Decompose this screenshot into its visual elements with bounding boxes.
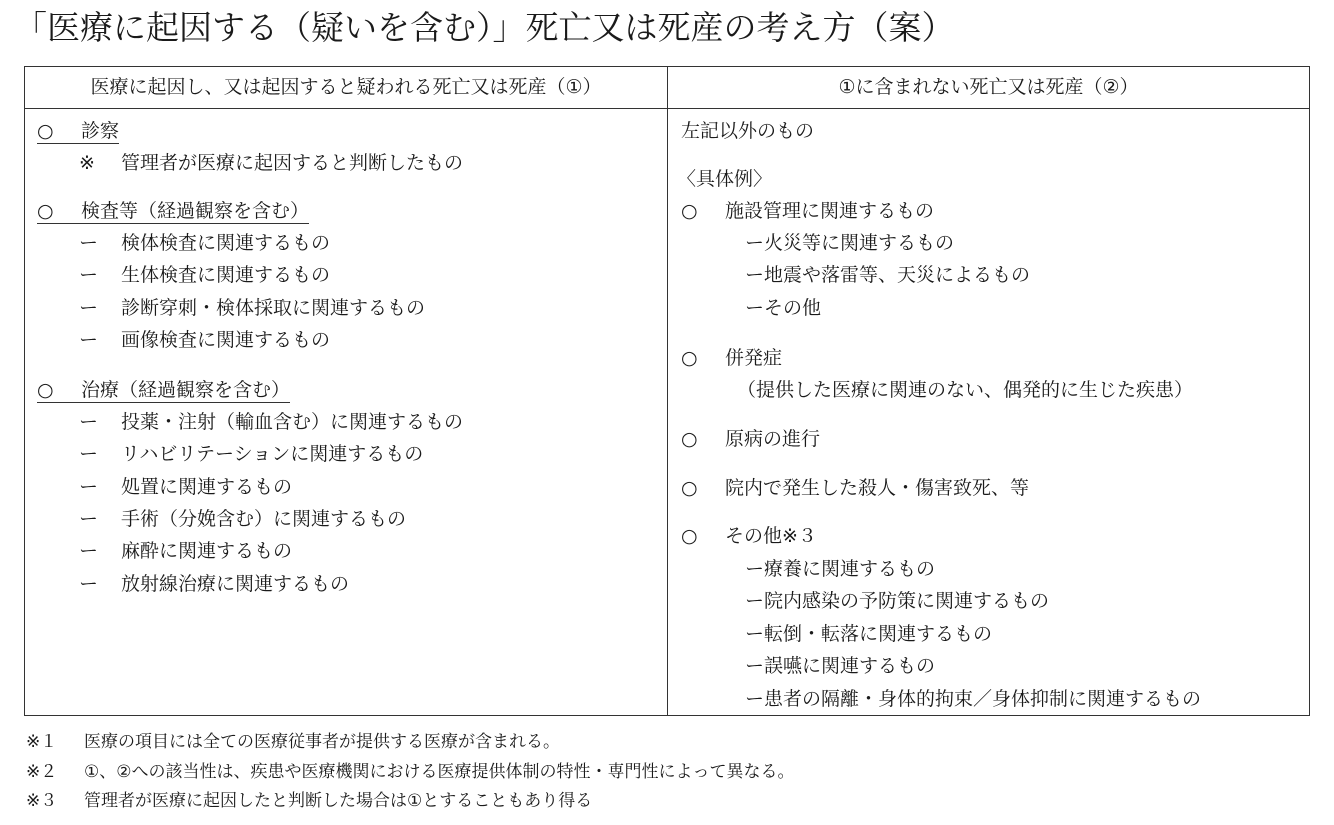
list-item: ー地震や落雷等、天災によるもの: [745, 264, 1031, 286]
section-heading-text: 施設管理に関連するもの: [725, 200, 935, 222]
list-item: [79, 230, 330, 256]
dash-marker: ー: [79, 329, 99, 351]
left-column-header: 医療に起因し、又は起因すると疑われる死亡又は死産（①）: [90, 76, 602, 98]
list-item: [79, 571, 349, 597]
list-item: [79, 295, 425, 321]
examples-label: 〈具体例〉: [677, 168, 773, 190]
footnote: [26, 729, 560, 755]
list-item-text: 処置に関連するもの: [121, 476, 293, 498]
section-heading-tests: [37, 198, 309, 224]
footnote-mark: ※１: [26, 732, 58, 752]
note-marker: ※: [79, 152, 95, 174]
list-item-text: 手術（分娩含む）に関連するもの: [121, 508, 407, 530]
column-divider: [667, 67, 668, 715]
circle-marker: ○: [681, 428, 698, 450]
classification-table: [24, 66, 1310, 716]
dash-marker: ー: [79, 573, 99, 595]
list-item: [79, 441, 423, 467]
list-item: ー転倒・転落に関連するもの: [745, 623, 993, 645]
circle-marker: ○: [681, 525, 698, 547]
list-item: [79, 262, 330, 288]
footnote-mark: ※３: [26, 791, 58, 811]
footnote-text: ①、②への該当性は、疾患や医療機関における医療提供体制の特性・専門性によって異なる。: [84, 762, 795, 782]
dash-marker: ー: [79, 297, 99, 319]
footnote-mark: ※２: [26, 762, 58, 782]
list-item: [79, 474, 292, 500]
circle-marker: ○: [681, 347, 698, 369]
list-item-text: 画像検査に関連するもの: [121, 329, 331, 351]
right-column-header: ①に含まれない死亡又は死産（②）: [838, 76, 1139, 98]
list-item-text: リハビリテーションに関連するもの: [121, 443, 424, 465]
complication-note: （提供した医療に関連のない、偶発的に生じた疾患）: [737, 379, 1194, 401]
section-heading-text: その他※３: [725, 525, 817, 547]
dash-marker: ー: [79, 264, 99, 286]
right-intro: 左記以外のもの: [681, 120, 815, 142]
list-item: [79, 409, 463, 435]
section-heading-complication: [681, 345, 782, 371]
section-heading-facility: [681, 198, 934, 224]
header-divider: [25, 108, 1309, 109]
section-heading-treatment: [37, 377, 290, 403]
dash-marker: ー: [79, 232, 99, 254]
footnote-text: 管理者が医療に起因したと判断した場合は①とすることもあり得る: [84, 791, 593, 811]
list-item-text: 放射線治療に関連するもの: [121, 573, 350, 595]
list-item-text: 診断穿刺・検体採取に関連するもの: [121, 297, 426, 319]
list-item: ー院内感染の予防策に関連するもの: [745, 590, 1050, 612]
list-item: [79, 538, 292, 564]
list-item: ー火災等に関連するもの: [745, 232, 955, 254]
section-heading-other: [681, 523, 817, 549]
section-heading-underline: [37, 379, 290, 403]
list-item: ー誤嚥に関連するもの: [745, 655, 936, 677]
dash-marker: ー: [79, 476, 99, 498]
section-heading-disease-progression: [681, 426, 820, 452]
section-heading-text: 検査等（経過観察を含む）: [81, 200, 310, 222]
list-item-text: 生体検査に関連するもの: [121, 264, 331, 286]
circle-marker: ○: [37, 120, 54, 142]
footnote: [26, 788, 592, 814]
list-item-text: 検体検査に関連するもの: [121, 232, 331, 254]
section-heading-text: 院内で発生した殺人・傷害致死、等: [725, 477, 1030, 499]
section-heading-underline: [37, 120, 119, 144]
list-item: ー患者の隔離・身体的拘束／身体抑制に関連するもの: [745, 688, 1202, 710]
dash-marker: ー: [79, 540, 99, 562]
list-item: [79, 506, 406, 532]
circle-marker: ○: [37, 379, 54, 401]
section-heading-text: 治療（経過観察を含む）: [81, 379, 291, 401]
list-item-text: 投薬・注射（輸血含む）に関連するもの: [121, 411, 464, 433]
circle-marker: ○: [681, 477, 698, 499]
list-item: [79, 327, 330, 353]
footnote: [26, 759, 794, 785]
list-item: ー療養に関連するもの: [745, 558, 936, 580]
dash-marker: ー: [79, 443, 99, 465]
section-heading-underline: [37, 200, 309, 224]
footnote-text: 医療の項目には全ての医療従事者が提供する医療が含まれる。: [84, 732, 560, 752]
section-heading-text: 診察: [81, 120, 120, 142]
examination-note: [79, 150, 463, 176]
note-text: 管理者が医療に起因すると判断したもの: [121, 152, 464, 174]
section-heading-text: 原病の進行: [725, 428, 821, 450]
dash-marker: ー: [79, 411, 99, 433]
list-item-text: 麻酔に関連するもの: [121, 540, 293, 562]
section-heading-in-hospital-crime: [681, 475, 1029, 501]
section-heading-text: 併発症: [725, 347, 783, 369]
list-item: ーその他: [745, 297, 822, 319]
dash-marker: ー: [79, 508, 99, 530]
page-title: 「医療に起因する（疑いを含む）」死亡又は死産の考え方（案）: [14, 8, 955, 47]
circle-marker: ○: [37, 200, 54, 222]
section-heading-examination: [37, 118, 119, 144]
circle-marker: ○: [681, 200, 698, 222]
